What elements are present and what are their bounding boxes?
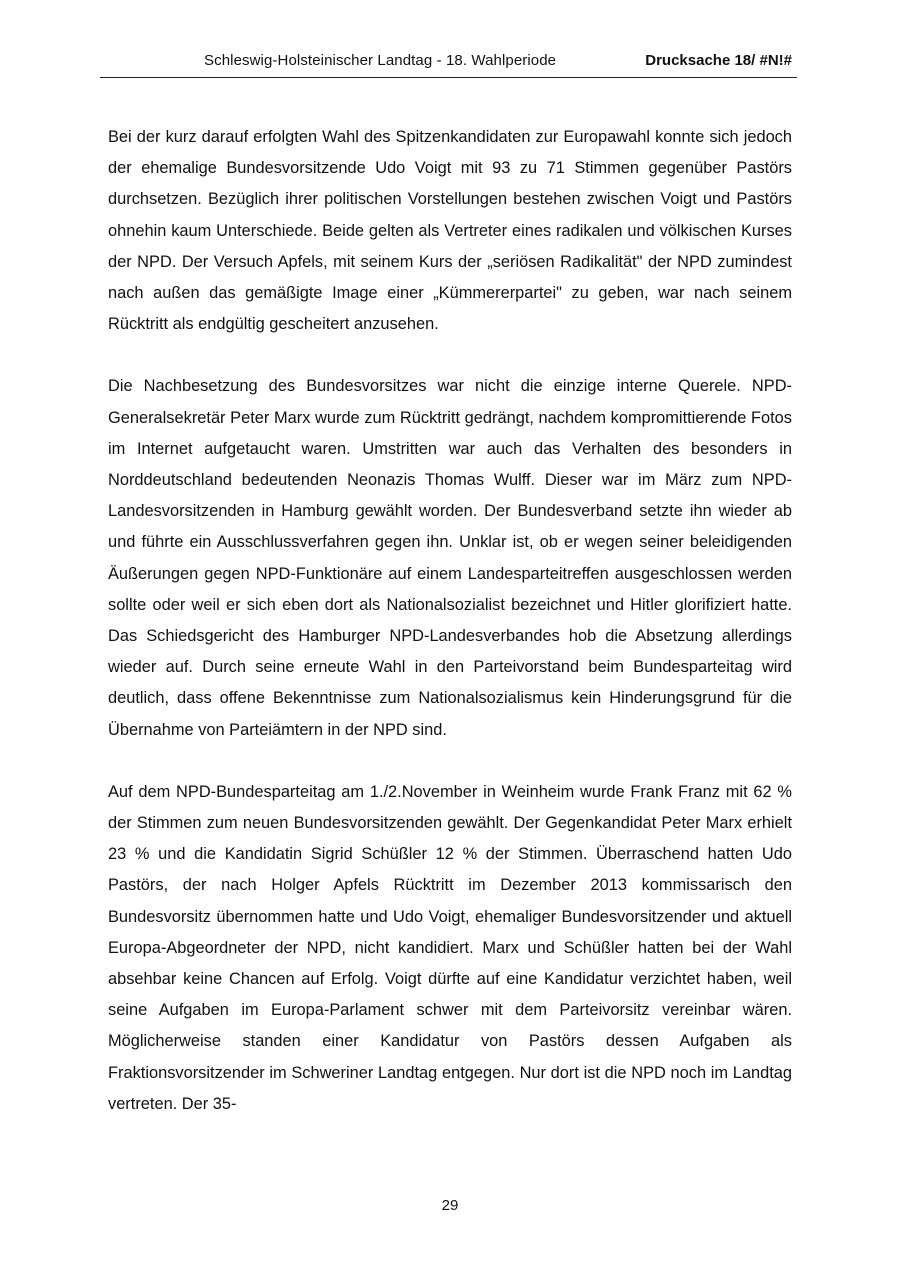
page-header xyxy=(100,50,797,78)
page-number: 29 xyxy=(441,1197,459,1214)
paragraph: Auf dem NPD-Bundesparteitag am 1./2.November in Weinheim wurde Frank Franz mit 62 % der Stimmen zum neuen Bundesvorsitzenden gewählt. Der Gegenkandidat Peter Marx erhielt 23 % und die Kandidatin Sigrid Schüßler 12 % der Stimmen. Überraschend hatten Udo Pastörs, der nach Holger Apfels Rücktritt im Dezember 2013 kommissarisch den Bundesvorsitz übernommen hatte und Udo Voigt, ehemaliger Bundesvorsitzender und aktuell Europa-Abgeordneter der NPD, nicht kandidiert. Marx und Schüßler hatten bei der Wahl absehbar keine Chancen auf Erfolg. Voigt dürfte auf eine Kandidatur verzichtet haben, weil seine Aufgaben im Europa-Parlament schwer mit dem Parteivorsitz vereinbar wären. Möglicherweise standen einer Kandidatur von Pastörs dessen Aufgaben als Fraktionsvorsitzender im Schweriner Landtag entgegen. Nur dort ist die NPD noch im Landtag vertreten. Der 35- xyxy=(108,782,792,1113)
header-title: Schleswig-Holsteinischer Landtag - 18. Wahlperiode xyxy=(204,52,557,69)
paragraph: Die Nachbesetzung des Bundesvorsitzes war nicht die einzige interne Querele. NPD-Generalsekretär Peter Marx wurde zum Rücktritt gedrängt, nachdem kompromittierende Fotos im Internet aufgetaucht waren. Umstritten war auch das Verhalten des besonders in Norddeutschland bedeutenden Neonazis Thomas Wulff. Dieser war im März zum NPD-Landesvorsitzenden in Hamburg gewählt worden. Der Bundesverband setzte ihn wieder ab und führte ein Ausschlussverfahren gegen ihn. Unklar ist, ob er wegen seiner beleidigenden Äußerungen gegen NPD-Funktionäre auf einem Landesparteitreffen ausgeschlossen werden sollte oder weil er sich eben dort als Nationalsozialist bezeichnet und Hitler glorifiziert hatte. Das Schiedsgericht des Hamburger NPD-Landesverbandes hob die Absetzung allerdings wieder auf. Durch seine erneute Wahl in den Parteivorstand beim Bundesparteitag wird deutlich, dass offene Bekenntnisse zum Nationalsozialismus kein Hinderungsgrund für die Übernahme von Parteiämtern in der NPD sind. xyxy=(108,377,792,739)
document-reference: Drucksache 18/ #N!# xyxy=(645,52,792,69)
paragraph: Bei der kurz darauf erfolgten Wahl des Spitzenkandidaten zur Europawahl konnte sich jedoch der ehemalige Bundesvorsitzende Udo Voigt mit 93 zu 71 Stimmen gegenüber Pastörs durchsetzen. Bezüglich ihrer politischen Vorstellungen bestehen zwischen Voigt und Pastörs ohnehin kaum Unterschiede. Beide gelten als Vertreter eines radikalen und völkischen Kurses der NPD. Der Versuch Apfels, mit seinem Kurs der „seriösen Radikalität" der NPD zumindest nach außen das gemäßigte Image einer „Kümmererpartei" zu geben, war nach seinem Rücktritt als endgültig gescheitert anzusehen. xyxy=(108,128,792,334)
body-text xyxy=(108,122,792,1120)
